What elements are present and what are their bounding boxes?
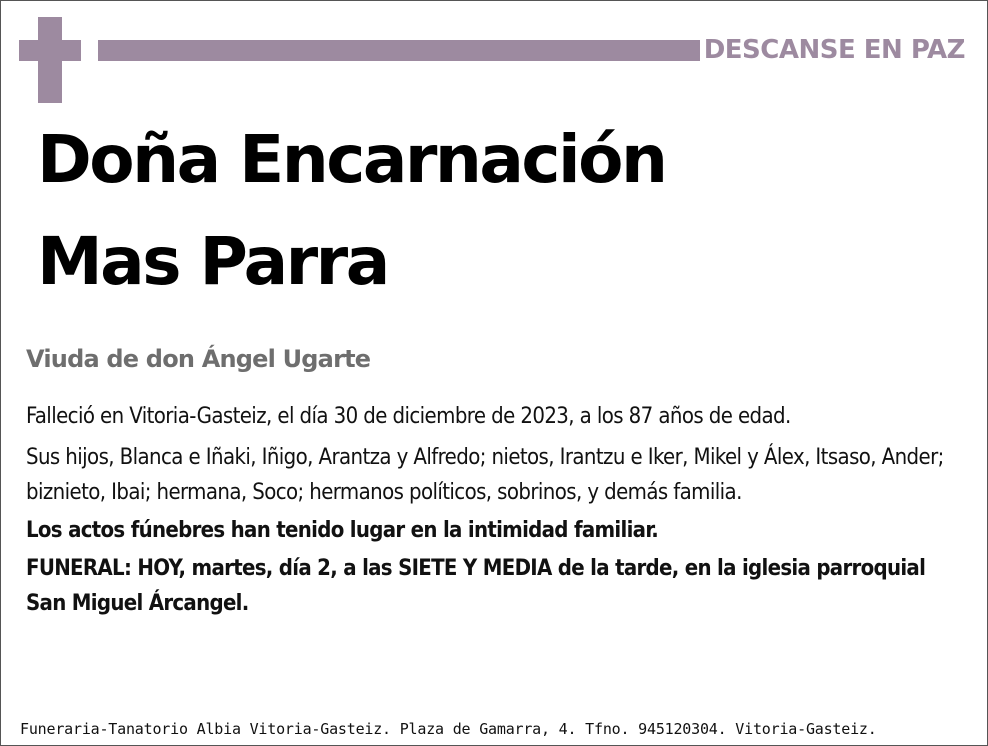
deceased-name (37, 109, 937, 313)
notice-body (26, 399, 966, 624)
deceased-name-line-2: Mas Parra (37, 223, 388, 300)
funeral-home-footer: Funeraria-Tanatorio Albia Vitoria-Gasteiz. Plaza de Gamarra, 4. Tfno. 945120304. Vitoria-Gasteiz. (20, 720, 877, 738)
deceased-name-line-1: Doña Encarnación (37, 121, 666, 198)
subtitle: Viuda de don Ángel Ugarte (26, 345, 371, 373)
acts-paragraph: Los actos fúnebres han tenido lugar en la intimidad familiar. (26, 518, 659, 543)
cross-horizontal-bar (19, 40, 81, 61)
header-rule (98, 40, 700, 61)
header-label: DESCANSE EN PAZ (703, 35, 965, 65)
death-paragraph: Falleció en Vitoria-Gasteiz, el día 30 de diciembre de 2023, a los 87 años de edad. (26, 404, 791, 429)
family-paragraph: Sus hijos, Blanca e Iñaki, Iñigo, Arantza y Alfredo; nietos, Irantzu e Iker, Mikel y Álex, Itsaso, Ander; biznieto, Ibai; hermana, Soco; hermanos políticos, sobrinos, y demás familia. (26, 445, 944, 505)
funeral-paragraph: FUNERAL: HOY, martes, día 2, a las SIETE Y MEDIA de la tarde, en la iglesia parroquial San Miguel Árcangel. (26, 556, 926, 616)
